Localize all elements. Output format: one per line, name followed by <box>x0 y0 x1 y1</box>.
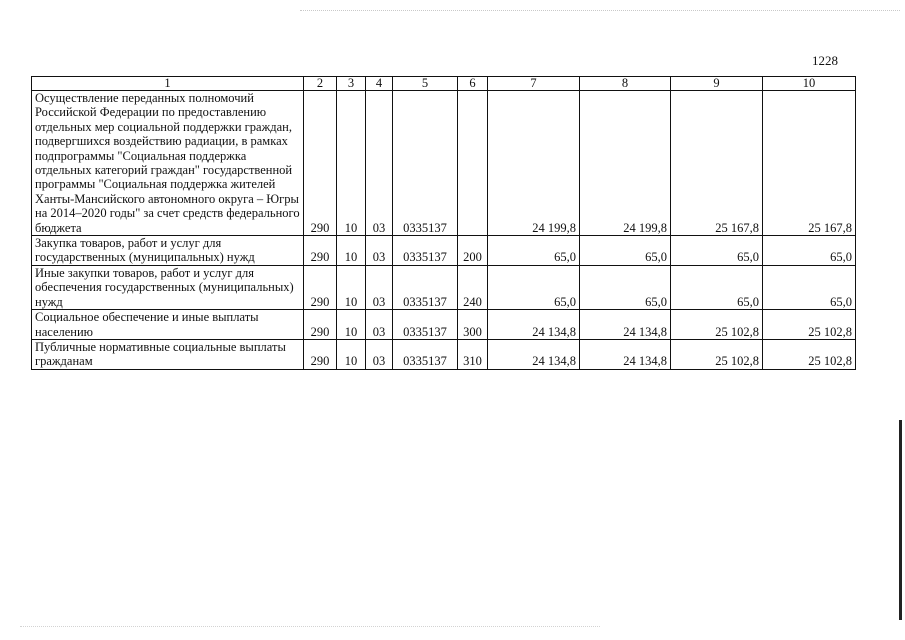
cell-code-3: 10 <box>337 91 366 236</box>
cell-code-6: 200 <box>458 236 488 266</box>
header-cell: 2 <box>304 77 337 91</box>
cell-value-7: 24 134,8 <box>488 310 580 340</box>
table-header-row <box>32 77 856 91</box>
row-name: Публичные нормативные социальные выплаты гражданам <box>32 339 304 369</box>
cell-code-4: 03 <box>366 339 393 369</box>
row-name: Социальное обеспечение и иные выплаты населению <box>32 310 304 340</box>
table-row <box>32 91 856 236</box>
cell-value-9: 65,0 <box>671 236 763 266</box>
header-cell: 10 <box>763 77 856 91</box>
header-cell: 5 <box>393 77 458 91</box>
cell-value-8: 24 134,8 <box>580 339 671 369</box>
margin-mark <box>899 420 902 620</box>
table-row <box>32 339 856 369</box>
cell-code-2: 290 <box>304 339 337 369</box>
cell-value-8: 24 199,8 <box>580 91 671 236</box>
cell-value-10: 25 102,8 <box>763 310 856 340</box>
cell-code-3: 10 <box>337 236 366 266</box>
header-cell: 7 <box>488 77 580 91</box>
header-cell: 3 <box>337 77 366 91</box>
scan-artifact-bottom <box>20 626 600 627</box>
cell-code-6: 240 <box>458 265 488 309</box>
cell-code-2: 290 <box>304 265 337 309</box>
cell-code-6: 300 <box>458 310 488 340</box>
header-cell: 4 <box>366 77 393 91</box>
cell-value-10: 65,0 <box>763 265 856 309</box>
cell-value-7: 24 199,8 <box>488 91 580 236</box>
cell-value-8: 65,0 <box>580 265 671 309</box>
cell-code-4: 03 <box>366 91 393 236</box>
row-name: Осуществление переданных полномочий Российской Федерации по предоставлению отдельных мер социальной поддержки граждан, подвергшихся воздействию радиации, в рамках подпрограммы "Социальная поддержка отдельных категорий граждан" государственной программы "Социальная поддержка жителей Ханты-Мансийского автономного округа – Югры на 2014–2020 годы" за счет средств федерального бюджета <box>32 91 304 236</box>
cell-code-5: 0335137 <box>393 236 458 266</box>
cell-code-2: 290 <box>304 236 337 266</box>
cell-value-10: 25 102,8 <box>763 339 856 369</box>
cell-code-2: 290 <box>304 310 337 340</box>
cell-code-6 <box>458 91 488 236</box>
cell-value-10: 65,0 <box>763 236 856 266</box>
cell-code-4: 03 <box>366 265 393 309</box>
cell-value-7: 24 134,8 <box>488 339 580 369</box>
cell-code-3: 10 <box>337 310 366 340</box>
cell-value-9: 25 102,8 <box>671 310 763 340</box>
cell-value-9: 65,0 <box>671 265 763 309</box>
cell-value-10: 25 167,8 <box>763 91 856 236</box>
cell-code-5: 0335137 <box>393 339 458 369</box>
header-cell: 8 <box>580 77 671 91</box>
cell-code-4: 03 <box>366 236 393 266</box>
cell-value-8: 24 134,8 <box>580 310 671 340</box>
row-name: Закупка товаров, работ и услуг для государственных (муниципальных) нужд <box>32 236 304 266</box>
cell-code-5: 0335137 <box>393 91 458 236</box>
cell-value-9: 25 167,8 <box>671 91 763 236</box>
cell-value-9: 25 102,8 <box>671 339 763 369</box>
cell-code-5: 0335137 <box>393 265 458 309</box>
header-cell: 9 <box>671 77 763 91</box>
cell-code-3: 10 <box>337 265 366 309</box>
cell-value-7: 65,0 <box>488 265 580 309</box>
cell-code-4: 03 <box>366 310 393 340</box>
table-row <box>32 265 856 309</box>
cell-code-5: 0335137 <box>393 310 458 340</box>
cell-code-3: 10 <box>337 339 366 369</box>
table-row <box>32 236 856 266</box>
header-cell: 1 <box>32 77 304 91</box>
cell-code-6: 310 <box>458 339 488 369</box>
cell-value-7: 65,0 <box>488 236 580 266</box>
page-number: 1228 <box>812 53 838 68</box>
cell-code-2: 290 <box>304 91 337 236</box>
row-name: Иные закупки товаров, работ и услуг для обеспечения государственных (муниципальных) нужд <box>32 265 304 309</box>
budget-table <box>31 76 856 370</box>
header-cell: 6 <box>458 77 488 91</box>
scan-artifact-top <box>300 10 900 11</box>
cell-value-8: 65,0 <box>580 236 671 266</box>
table-row <box>32 310 856 340</box>
